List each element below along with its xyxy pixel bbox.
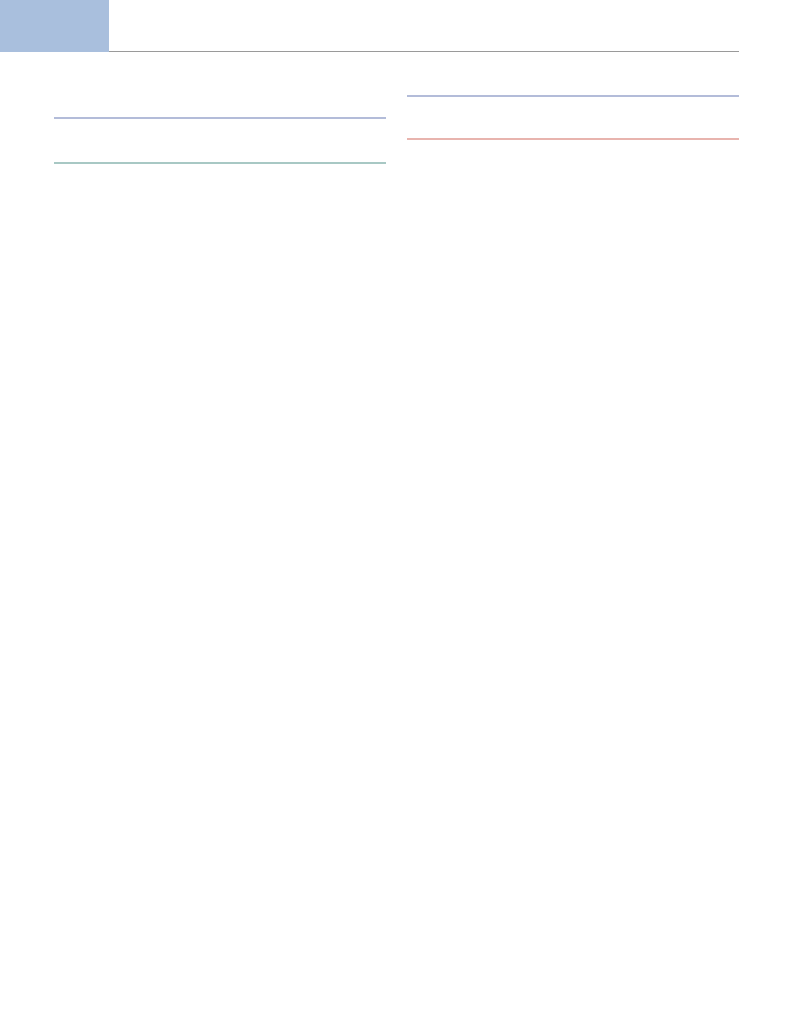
- page-tab: [0, 0, 109, 52]
- header-rule: [109, 51, 739, 52]
- part-vi-heading: [407, 76, 739, 97]
- right-column: [407, 76, 739, 146]
- part-iv-heading: [54, 98, 386, 119]
- part-v-heading: [54, 143, 386, 164]
- part-v-section: [54, 143, 386, 164]
- part-iv-section: [54, 98, 386, 119]
- part-viii-heading: [407, 119, 739, 140]
- part-viii-section: [407, 119, 739, 140]
- part-vi-section: [407, 76, 739, 97]
- left-column: [54, 76, 386, 170]
